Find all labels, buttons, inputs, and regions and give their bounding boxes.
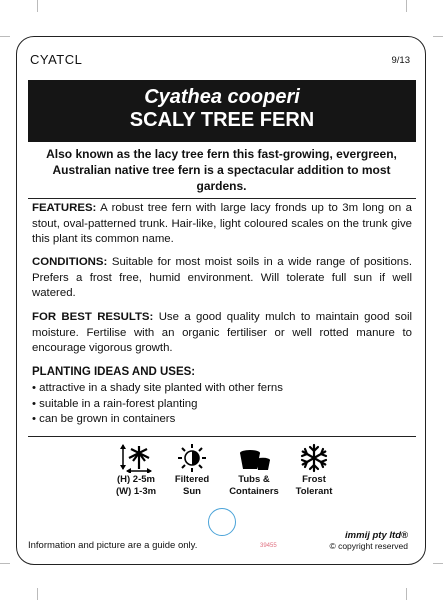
latin-name: Cyathea cooperi (144, 86, 300, 108)
crop-mark (406, 0, 407, 12)
print-number: 39455 (260, 543, 277, 549)
list-item: • suitable in a rain-forest planting (32, 397, 198, 410)
frost-label: Frost (302, 474, 326, 485)
planting-heading: PLANTING IDEAS AND USES: (32, 366, 196, 378)
product-code: CYATCL (30, 52, 83, 67)
best-results-text: Use a good quality mulch to maintain good soil moisture. Fertilise with an organic fertiliser or well rotted manure to encourage vigorous growth. (32, 311, 413, 354)
conditions-label: CONDITIONS: (32, 256, 108, 268)
crop-mark (406, 588, 407, 600)
crop-mark (433, 563, 443, 564)
tolerant-label: Tolerant (295, 486, 333, 497)
brand-name: immij pty ltd® (345, 530, 408, 541)
features-paragraph (32, 201, 412, 248)
best-results-label: FOR BEST RESULTS: (32, 311, 154, 323)
height-width-item (105, 443, 167, 497)
conditions-text: Suitable for most moist soils in a wide range of positions. Prefers a frost free, humid environment. Will tolerate full sun if well watered. (32, 256, 412, 299)
tubs-label: Tubs & (238, 474, 270, 485)
punch-hole-circle (208, 508, 236, 536)
features-label: FEATURES: (32, 202, 97, 214)
tub-container-item (223, 443, 285, 497)
crop-mark (433, 36, 443, 37)
list-item: • attractive in a shady site planted with other ferns (32, 382, 283, 394)
intro-text: Also known as the lacy tree fern this fast-growing, evergreen, Australian native tree fern is a spectacular addition to most gardens. (46, 147, 397, 193)
height-width-icon (105, 443, 167, 473)
features-text: A robust tree fern with large lacy fronds up to 3m long on a stout, oval-patterned trunk. Hair-like, light coloured scales on the trunk give this plant its common name. (32, 202, 412, 245)
divider (28, 436, 416, 437)
crop-mark (37, 0, 38, 12)
tub-container-icon (223, 443, 285, 473)
crop-mark (37, 588, 38, 600)
filtered-sun-icon (161, 443, 223, 473)
disclaimer: Information and picture are a guide only. (28, 540, 198, 551)
frost-tolerant-item (283, 443, 345, 497)
crop-mark (0, 36, 10, 37)
planting-list (32, 381, 283, 428)
icon-row (105, 443, 345, 503)
title-banner (28, 80, 416, 142)
best-results-paragraph (32, 310, 412, 357)
width-label: (W) 1-3m (115, 486, 157, 497)
frost-tolerant-icon (283, 443, 345, 473)
common-name: SCALY TREE FERN (129, 109, 315, 131)
height-label: (H) 2-5m (116, 474, 155, 485)
page-number: 9/13 (391, 55, 410, 66)
conditions-paragraph (32, 255, 412, 302)
list-item: • can be grown in containers (32, 413, 176, 425)
divider (28, 198, 416, 199)
sun-label: Sun (183, 486, 201, 497)
copyright-notice: © copyright reserved (329, 541, 408, 551)
crop-mark (0, 563, 10, 564)
filtered-label: Filtered (174, 474, 210, 485)
filtered-sun-item (161, 443, 223, 497)
containers-label: Containers (229, 486, 279, 497)
